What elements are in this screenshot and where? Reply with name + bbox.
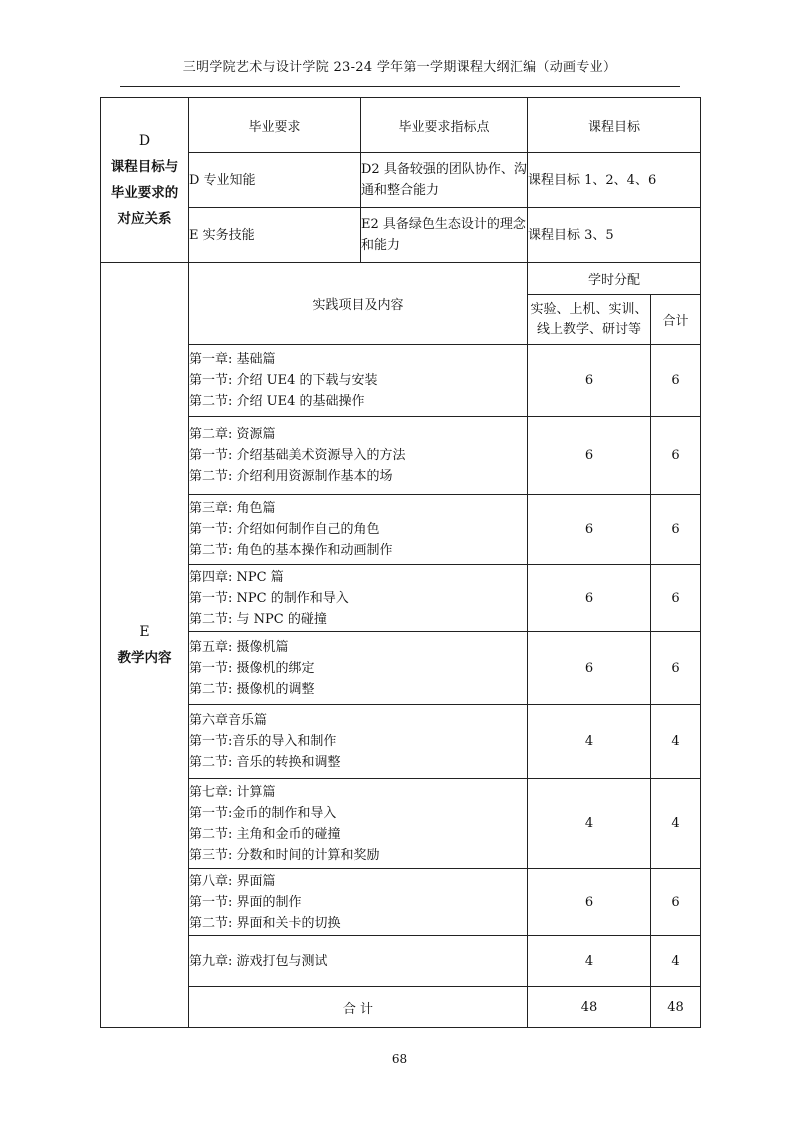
section-e-letter: E <box>139 624 150 640</box>
chapter-line: 第四章: NPC 篇 <box>189 569 284 585</box>
chapter-line: 第五章: 摄像机篇 <box>189 639 289 655</box>
chapter-line: 第三节: 分数和时间的计算和奖励 <box>189 847 380 863</box>
section-d-letter: D <box>138 133 151 149</box>
total-hours: 6 <box>651 565 701 632</box>
chapter-line: 第二节: 界面和关卡的切换 <box>189 915 341 931</box>
total-hours: 4 <box>651 705 701 779</box>
total-hours: 6 <box>651 495 701 565</box>
practice-hours: 6 <box>528 345 651 417</box>
chapter-line: 第八章: 界面篇 <box>189 873 276 889</box>
section-d-label-line: 对应关系 <box>117 211 172 227</box>
section-e-label <box>101 263 189 1028</box>
chapter-line: 第一节:金币的制作和导入 <box>189 805 337 821</box>
header-rule <box>120 86 680 87</box>
section-d-label-line: 课程目标与 <box>110 159 179 175</box>
practice-hours: 6 <box>528 417 651 495</box>
total-hours: 6 <box>651 345 701 417</box>
chapter-cell <box>189 779 528 869</box>
total-hours: 4 <box>651 936 701 987</box>
chapter-line: 第二节: 音乐的转换和调整 <box>189 755 341 770</box>
chapter-line: 第二节: 主角和金币的碰撞 <box>189 826 341 842</box>
requirement-cell: E 实务技能 <box>189 208 361 263</box>
course-goal-cell: 课程目标 3、5 <box>528 208 701 263</box>
practice-hours: 4 <box>528 936 651 987</box>
sum-total-hours: 48 <box>651 987 701 1028</box>
syllabus-table <box>100 97 701 1028</box>
chapter-line: 第一节: 介绍如何制作自己的角色 <box>189 522 380 537</box>
section-d-label-line: 毕业要求的 <box>110 185 179 201</box>
course-goal-cell: 课程目标 1、2、4、6 <box>528 153 701 208</box>
practice-hours: 4 <box>528 705 651 779</box>
header-indicator-point: 毕业要求指标点 <box>361 98 528 153</box>
page-number: 68 <box>391 1052 408 1066</box>
practice-hours: 6 <box>528 869 651 936</box>
chapter-line: 第二节: 角色的基本操作和动画制作 <box>189 543 393 558</box>
chapter-line: 第一章: 基础篇 <box>189 352 276 367</box>
chapter-cell <box>189 417 528 495</box>
indicator-cell: E2 具备绿色生态设计的理念和能力 <box>361 208 528 263</box>
header-graduation-requirement: 毕业要求 <box>189 98 361 153</box>
chapter-cell <box>189 936 528 987</box>
practice-hours: 6 <box>528 565 651 632</box>
chapter-cell <box>189 705 528 779</box>
chapter-line: 第九章: 游戏打包与测试 <box>189 953 328 969</box>
chapter-line: 第六章音乐篇 <box>189 713 268 728</box>
chapter-line: 第一节:音乐的导入和制作 <box>189 734 337 749</box>
requirement-cell: D 专业知能 <box>189 153 361 208</box>
header-course-goal: 课程目标 <box>528 98 701 153</box>
chapter-cell <box>189 345 528 417</box>
chapter-line: 第二节: 与 NPC 的碰撞 <box>189 611 327 627</box>
section-e-label-text: 教学内容 <box>117 650 172 666</box>
header-total: 合计 <box>651 295 701 345</box>
total-hours: 6 <box>651 417 701 495</box>
chapter-line: 第二节: 摄像机的调整 <box>189 681 315 697</box>
header-practice-project: 实践项目及内容 <box>189 263 528 345</box>
chapter-line: 第二节: 介绍 UE4 的基础操作 <box>189 394 365 409</box>
chapter-line: 第二章: 资源篇 <box>189 427 276 442</box>
chapter-cell <box>189 632 528 705</box>
indicator-cell: D2 具备较强的团队协作、沟通和整合能力 <box>361 153 528 208</box>
chapter-line: 第一节: 摄像机的绑定 <box>189 660 315 676</box>
practice-hours: 6 <box>528 495 651 565</box>
chapter-line: 第一节: 介绍基础美术资源导入的方法 <box>189 448 406 463</box>
section-d-label <box>101 98 189 263</box>
header-practice-types: 实验、上机、实训、线上教学、研讨等 <box>528 295 651 345</box>
chapter-line: 第三章: 角色篇 <box>189 501 276 516</box>
header-hours-allocation: 学时分配 <box>528 263 701 295</box>
page-header: 三明学院艺术与设计学院 23-24 学年第一学期课程大纲汇编（动画专业） <box>182 60 617 75</box>
chapter-line: 第一节: 介绍 UE4 的下载与安装 <box>189 373 378 388</box>
chapter-line: 第七章: 计算篇 <box>189 784 276 800</box>
chapter-cell <box>189 495 528 565</box>
chapter-cell <box>189 869 528 936</box>
sum-practice-hours: 48 <box>528 987 651 1028</box>
chapter-cell <box>189 565 528 632</box>
sum-label: 合 计 <box>189 987 528 1028</box>
chapter-line: 第二节: 介绍利用资源制作基本的场 <box>189 469 393 484</box>
total-hours: 6 <box>651 632 701 705</box>
total-hours: 6 <box>651 869 701 936</box>
practice-hours: 6 <box>528 632 651 705</box>
chapter-line: 第一节: 界面的制作 <box>189 894 302 910</box>
practice-hours: 4 <box>528 779 651 869</box>
chapter-line: 第一节: NPC 的制作和导入 <box>189 590 349 606</box>
total-hours: 4 <box>651 779 701 869</box>
